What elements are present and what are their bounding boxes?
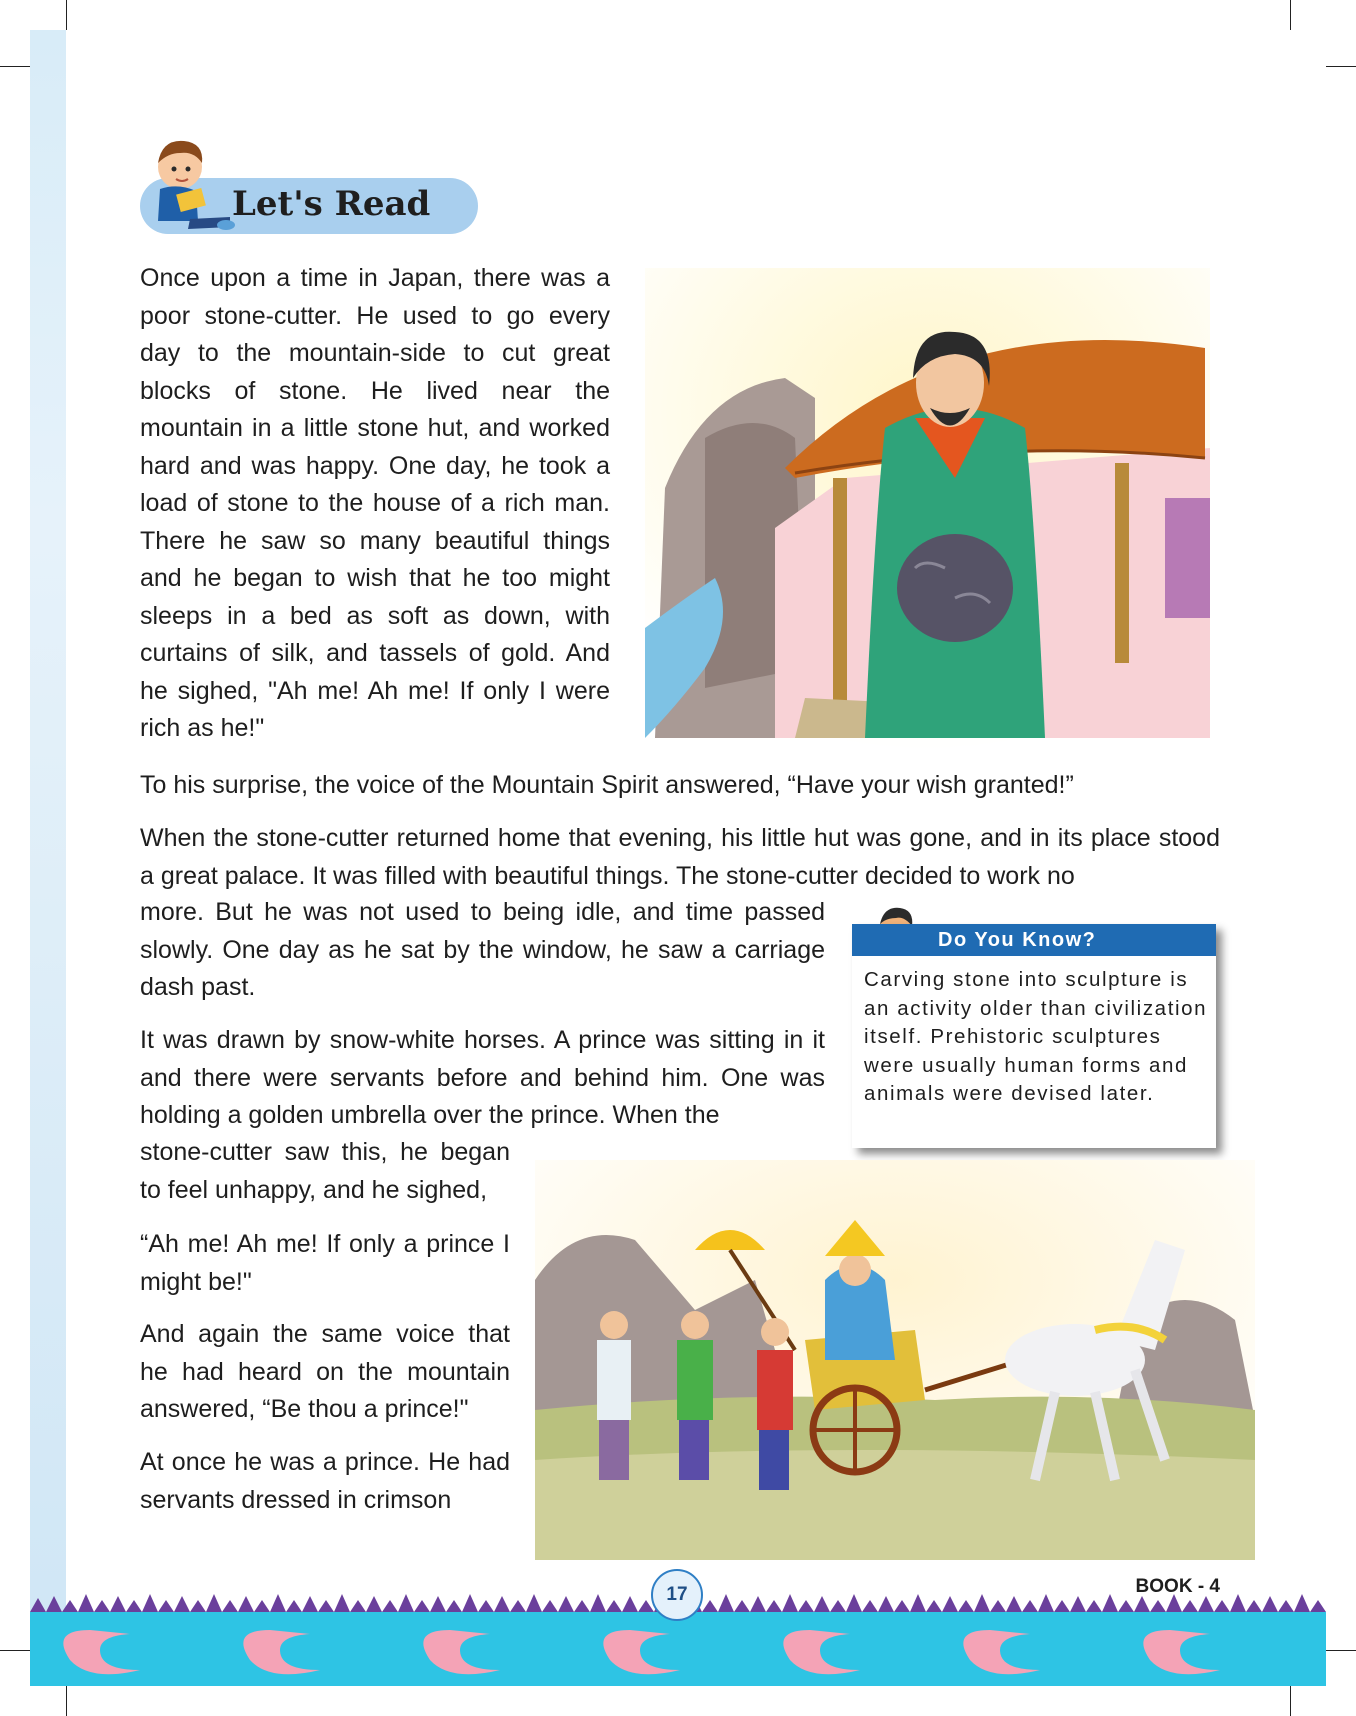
story-paragraph: Once upon a time in Japan, there was a poor stone-cutter. He used to go every day to the mountain-side to cut great blocks of stone. He lived near the mountain in a little stone hut, and worked hard and was happy. One day, he took a load of stone to the house of a rich man. There he saw so many beautiful things and he began to wish that he too might sleeps in a bed as soft as down, with curtains of silk, and tassels of gold. And he sighed, "Ah me! Ah me! If only I were rich as he!" [140,264,610,742]
section-title: Let's Read [232,184,431,224]
book-label: BOOK - 4 [1135,1576,1220,1597]
stonecutter-hut-illustration [645,268,1210,750]
crop-mark [0,1650,30,1651]
story-paragraph: more. But he was not used to being idle, and time passed slowly. One day as he sat by the window, he saw a carriage dash past. [140,898,825,1001]
story-paragraph: stone-cutter saw this, he began to feel unhappy, and he sighed, [140,1138,510,1204]
crop-mark [1326,66,1356,67]
crop-mark [66,0,67,30]
story-paragraph: It was drawn by snow-white horses. A prince was sitting in it and there were servants before and behind him. One was holding a golden umbrella over the prince. When the [140,1026,825,1129]
crop-mark [0,66,30,67]
page-number: 17 [651,1569,703,1621]
crop-mark [1290,0,1291,30]
story-paragraph: “Ah me! Ah me! If only a prince I might be!" [140,1230,510,1296]
prince-carriage-illustration [535,1160,1255,1560]
crop-mark [1290,1686,1291,1716]
did-you-know-text: Carving stone into sculpture is an activity older than civilization itself. Prehistoric sculptures were usually human forms and animals were devised later. [864,968,1208,1105]
story-paragraph: And again the same voice that he had heard on the mountain answered, “Be thou a prince!" [140,1320,510,1423]
side-strip [30,30,66,1685]
story-paragraph: At once he was a prince. He had servants dressed in crimson [140,1448,510,1514]
story-paragraph: To his surprise, the voice of the Mountain Spirit answered, “Have your wish granted!” [140,771,1074,799]
story-paragraph: When the stone-cutter returned home that evening, his little hut was gone, and in its place stood a great palace. It was filled with beautiful things. The stone-cutter decided to work no [140,824,1220,890]
crop-mark [66,1686,67,1716]
did-you-know-title: Do You Know? [852,924,1216,956]
reading-boy-icon [138,133,238,233]
did-you-know-box [852,924,1216,1148]
crop-mark [1326,1650,1356,1651]
